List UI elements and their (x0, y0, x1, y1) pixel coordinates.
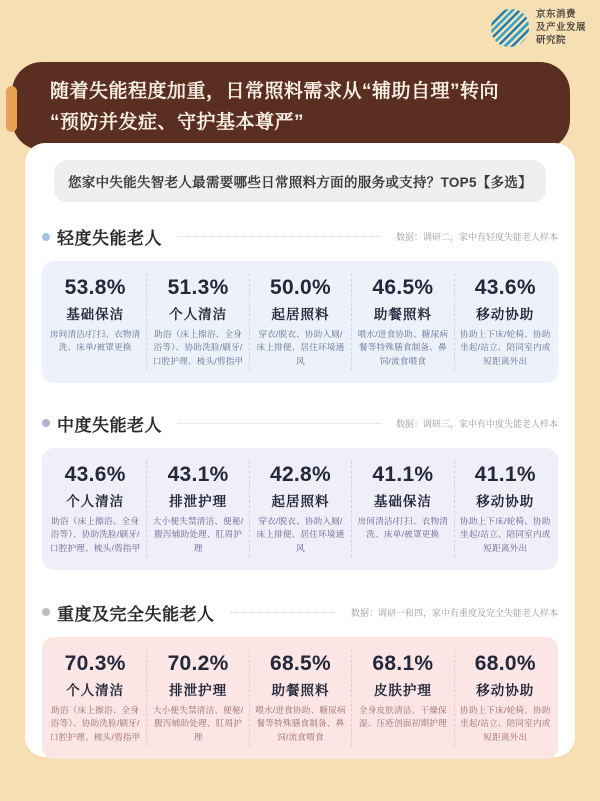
dotted-divider (177, 236, 381, 237)
stat-category: 移动协助 (476, 682, 535, 698)
stat-cell (351, 461, 453, 557)
survey-question: 您家中失能失智老人最需要哪些日常照料方面的服务或支持？TOP5【多选】 (54, 160, 546, 202)
stat-percent: 68.1% (372, 651, 434, 675)
stat-category: 助餐照料 (373, 307, 432, 322)
stat-category: 基础保洁 (66, 307, 125, 322)
stat-description: 助浴（床上擦浴、全身浴等）、协助洗脸/刷牙/口腔护理、梳头/剪指甲 (49, 515, 141, 553)
stat-description: 喂水/进食协助、糖尿病餐等特殊膳食制备、鼻饲/流食喂食 (357, 329, 449, 366)
section-header-moderate-disability (42, 411, 558, 436)
stat-percent: 70.2% (167, 651, 229, 675)
stat-percent: 43.6% (474, 276, 536, 299)
section-source-note: 数据：调研一和四，家中有重度及完全失能老人样本 (350, 607, 558, 618)
logo-text-line2: 及产业发展 (535, 21, 586, 33)
jd-institute-logo-text (536, 9, 586, 47)
stat-percent: 50.0% (269, 276, 332, 299)
stat-category: 基础保洁 (373, 493, 432, 509)
section-title: 重度及完全失能老人 (57, 604, 215, 624)
stat-cell (44, 274, 146, 370)
stat-cell (454, 650, 556, 746)
section-title: 轻度失能老人 (57, 229, 162, 248)
stat-percent: 70.3% (64, 651, 126, 675)
stat-description: 穿衣/脱衣、协助入厕/床上排便、居住环境通风 (256, 515, 345, 553)
stat-category: 皮肤护理 (373, 682, 432, 698)
stat-percent: 68.5% (269, 651, 332, 675)
stat-description: 喂水/进食协助、糖尿病餐等特殊膳食制备、鼻饲/流食喂食 (255, 704, 346, 742)
stat-percent: 68.0% (474, 651, 536, 675)
stat-percent: 46.5% (372, 276, 434, 299)
stat-cell (351, 650, 453, 746)
stat-percent: 42.8% (269, 462, 332, 486)
stat-cell (351, 274, 453, 370)
stat-description: 房间清洁/打扫、衣物清洗、床单/被罩更换 (357, 515, 449, 540)
stat-category: 助餐照料 (271, 682, 330, 698)
bullet-icon (42, 233, 50, 241)
headline-banner (12, 62, 570, 150)
stats-panel-moderate (42, 448, 558, 570)
stat-cell (44, 461, 146, 557)
logo-text-line3: 研究院 (535, 34, 566, 46)
section-title: 中度失能老人 (57, 415, 162, 435)
section-header-severe-disability (42, 600, 558, 625)
stat-category: 移动协助 (476, 493, 535, 509)
section-source-note: 数据：调研三，家中有中度失能老人样本 (395, 418, 558, 429)
stat-description: 房间清洁/打扫、衣物清洗、床单/被罩更换 (49, 329, 141, 353)
stat-description: 穿衣/脱衣、协助入厕/床上排便、居住环境通风 (256, 329, 345, 366)
stat-category: 起居照料 (271, 307, 330, 322)
stat-cell (249, 461, 351, 557)
stat-percent: 51.3% (167, 276, 229, 299)
stat-category: 起居照料 (271, 493, 330, 509)
stat-percent: 41.1% (474, 462, 536, 486)
stat-description: 助浴（床上擦浴、全身浴等）、协助洗脸/刷牙/口腔护理、梳头/剪指甲 (49, 704, 141, 742)
section-source-note: 数据：调研二，家中有轻度失能老人样本 (395, 232, 558, 242)
stat-description: 全身皮肤清洁、干燥保湿、压疮创面初期护理 (358, 704, 447, 729)
stats-panel-severe (42, 637, 558, 759)
stat-percent: 43.1% (167, 462, 229, 486)
stats-panel-mild (42, 261, 558, 383)
stat-description: 大小便失禁清洁、便秘/腹泻辅助处理、肛周护理 (152, 704, 244, 742)
stat-cell (249, 650, 351, 746)
headline-accent-bar (6, 86, 17, 132)
stat-category: 个人清洁 (169, 307, 228, 322)
stat-description: 协助上下床/轮椅、协助坐起/站立、陪同室内或短距离外出 (460, 704, 551, 742)
stat-cell (44, 650, 146, 746)
stat-percent: 41.1% (372, 462, 434, 486)
stat-category: 排泄护理 (169, 682, 228, 698)
stat-description: 协助上下床/轮椅、协助坐起/站立、陪同室内或短距离外出 (460, 329, 551, 366)
logo-text-line1: 京东消费 (535, 9, 576, 20)
stat-percent: 53.8% (64, 276, 126, 299)
bullet-icon (42, 608, 50, 616)
stat-cell (454, 274, 556, 370)
stat-percent: 43.6% (64, 462, 126, 486)
content-card (25, 143, 575, 757)
stat-description: 协助上下床/轮椅、协助坐起/站立、陪同室内或短距离外出 (460, 515, 551, 553)
stat-cell (146, 650, 248, 746)
stat-cell (146, 274, 248, 370)
jd-institute-logo-icon (491, 9, 529, 47)
stat-description: 大小便失禁清洁、便秘/腹泻辅助处理、肛周护理 (152, 515, 244, 553)
stat-category: 排泄护理 (169, 493, 228, 509)
stat-category: 个人清洁 (66, 493, 125, 509)
stat-category: 个人清洁 (66, 682, 125, 698)
section-header-mild-disability (42, 224, 558, 249)
dotted-divider (230, 612, 336, 613)
jd-institute-logo (491, 9, 586, 47)
stat-cell (454, 461, 556, 557)
stat-cell (146, 461, 248, 557)
headline-title-line2: “预防并发症、守护基本尊严” (50, 111, 305, 133)
headline-title (12, 62, 570, 139)
headline-title-line1: 随着失能程度加重，日常照料需求从“辅助自理”转向 (50, 81, 500, 102)
dotted-divider (177, 423, 381, 424)
stat-cell (249, 274, 351, 370)
stat-category: 移动协助 (476, 307, 535, 322)
bullet-icon (42, 419, 50, 427)
stat-description: 助浴（床上擦浴、全身浴等）、协助洗脸/刷牙/口腔护理、梳头/剪指甲 (152, 329, 244, 366)
